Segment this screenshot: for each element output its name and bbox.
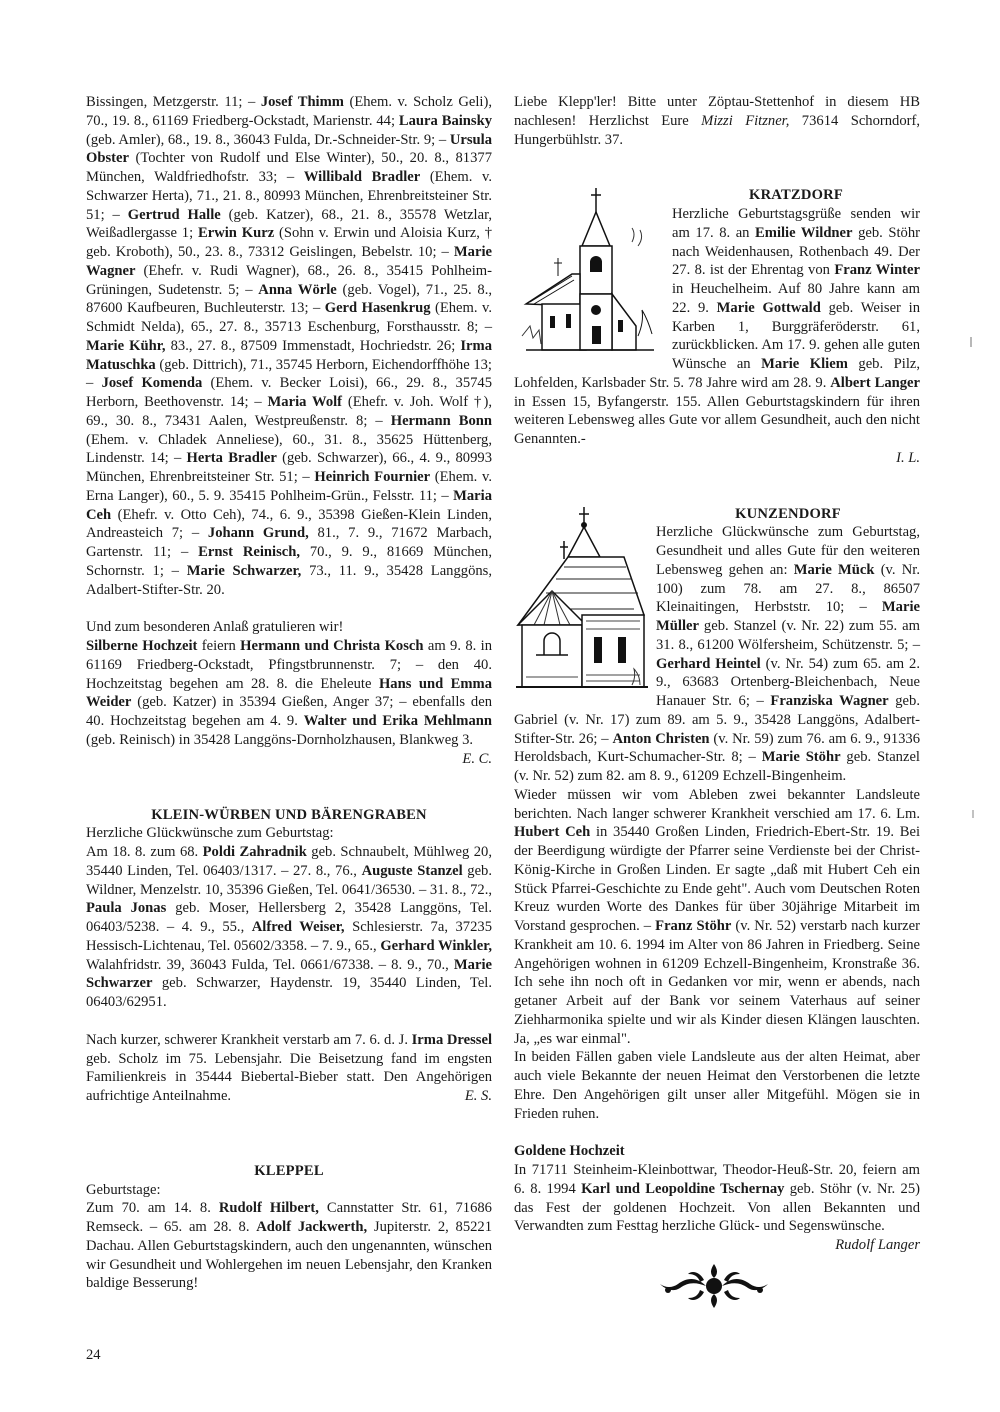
signature: Rudolf Langer — [835, 1237, 920, 1253]
page-number: 24 — [86, 1347, 101, 1363]
signature: E. S. — [464, 1088, 492, 1104]
scan-artifact — [970, 337, 972, 347]
anniversary-paragraph: Silberne Hochzeit feiern Hermann und Christa Kosch am 9. 8. in 61169 Friedberg-Ockstadt, Pfingstbrunnenstr. 7; – den 40. Hochzeitstag begehen am 28. 8. die Eheleute Hans und Emma Weider (geb. Katzer) in 35394 Gießen, Anger 37; – ebenfalls den 40. Hochzeitstag begehen am 4. 9. Walter und Erika Mehlmann (geb. Reinisch) in 35428 Langgöns-Dornholzhausen, Blankweg 3. E. C. — [86, 638, 493, 767]
greeting-paragraph: Liebe Klepp'ler! Bitte unter Zöptau-Stettenhof in diesem HB nachlesen! Herzlichst Eure Mizzi Fitzner, 73614 Schorndorf, Hungerbühlstr. 37. — [514, 94, 921, 148]
church-illustration-kratzdorf — [514, 186, 666, 362]
signature: I. L. — [896, 449, 920, 466]
scan-artifact — [972, 810, 974, 818]
section-heading-kratzdorf: KRATZDORF — [749, 187, 843, 204]
birthday-intro: Herzliche Glückwünsche zum Geburtstag: — [86, 825, 334, 842]
obituary-paragraph: Wieder müssen wir vom Ableben zwei bekannter Landsleute berichten. Nach langer schwerer Krankheit verschied am 17. 6. Lm. Hubert Ceh in 35440 Großen Linden, Friedrich-Ebert-Str. 19. Bei der Beerdigung würdigte der Pfarrer seine Verdienste bei der Christ-König-Kirche in Großen Linden. Er sagte „daß mit Hubert Ceh ein Stück Pfarrei-Geschichte zu Ende geht". Auch vom Deutschen Roten Kreuz wurden Worte des Dankes für über 30jährige Mitarbeit im Vorstand gesprochen. – Franz Stöhr (v. Nr. 52) verstarb nach kurzer Krankheit am 10. 6. 1994 im Alter von 86 Jahren in Friedberg. Seine Angehörigen wohnen in 61209 Echzell-Bingenheim, Kronstraße 36. Ich sehe ihn noch oft in Gedanken vor mir, wenn er abends, nach getaner Arbeit auf der Bank vor seinem Vaterhaus auf seiner Ziehharmonika spielte und wir als Kinder diesen Klängen lauschten. Ja, „es war einmal". — [514, 786, 920, 1047]
ornament-icon — [658, 1262, 770, 1315]
condolence-paragraph: In beiden Fällen gaben viele Landsleute aus der alten Heimat, aber auch viele Bekannte der neuen Heimat den Verstorbenen die letzte Ehre. Den Angehörigen gilt unser aller Mitgefühl. Mögen sie in Frieden ruhen. — [514, 1049, 920, 1122]
birthday-paragraph: Am 18. 8. zum 68. Poldi Zahradnik geb. Schnaubelt, Mühlweg 20, 35440 Linden, Tel. 06403/1317. – 27. 8., 76., Auguste Stanzel geb. Wildner, Menzelstr. 10, 35396 Gießen, Tel. 0641/36530. – 31. 8., 72., Paula Jonas geb. Moser, Hellersberg 2, 35428 Langgöns, Tel. 06403/5238. – 4. 9., 55., Alfred Weiser, Schlesierstr. 7a, 37235 Hessisch-Lichtenau, Tel. 05602/3358. – 7. 9., 65., Gerhard Winkler, Walahfridstr. 39, 36043 Fulda, Tel. 0661/67338. – 8. 9., 70., Marie Schwarzer geb. Schwarzer, Haydenstr. 19, 35440 Linden, Tel. 06403/62951. — [86, 844, 492, 1010]
anniversary-intro: Und zum besonderen Anlaß gratulieren wir! — [86, 619, 344, 636]
signature: E. C. — [462, 750, 492, 767]
birthday-list-paragraph: Bissingen, Metzgerstr. 11; – Josef Thimm (Ehem. v. Scholz Geli), 70., 19. 8., 61169 Friedberg-Ockstadt, Marienstr. 44; Laura Bainsky (geb. Amler), 68., 19. 8., 36043 Fulda, Dr.-Schneider-Str. 9; – Ursula Obster (Tochter von Rudolf und Else Winter), 50., 20. 8., 81377 München, Waldfriedhofstr. 33; – Willibald Bradler (Ehem. v. Schwarzer Herta), 71., 21. 8., 80993 München, Ehrenbreitsteiner Str. 51; – Gertrud Halle (geb. Katzer), 68., 21. 8., 35578 Wetzlar, Weißadlergasse 1; Erwin Kurz (Sohn v. Erwin und Aloisia Kurz, † geb. Kroboth), 50., 23. 8., 73312 Geislingen, Bebelstr. 10; – Marie Wagner (Ehefr. v. Rudi Wagner), 68., 26. 8., 35415 Pohlheim-Grüningen, Sudetenstr. 5; – Anna Wörle (geb. Vogel), 71., 25. 8., 87600 Kaufbeuren, Buchleuterstr. 13; – Gerd Hasenkrug (Ehem. v. Schmidt Nelda), 65., 27. 8., 35713 Eschenburg, Forsthausstr. 8; – Marie Kühr, 83., 27. 8., 87509 Immenstadt, Hochriedstr. 26; Irma Matuschka (geb. Dittrich), 71., 35745 Herborn, Eichendorffhöhe 13; – Josef Komenda (Ehem. v. Becker Loisi), 66., 29. 8., 35745 Herborn, Beethovenstr. 14; – Maria Wolf (Ehefr. v. Joh. Wolf †), 69., 30. 8., 73431 Aalen, Westpreußenstr. 8; – Hermann Bonn (Ehem. v. Chladek Anneliese), 60., 31. 8., 35625 Hüttenberg, Lindenstr. 14; – Herta Bradler (geb. Schwarzer), 66., 4. 9., 80993 München, Ehrenbreitsteiner Str. 51; – Heinrich Fournier (Ehem. v. Erna Langer), 60., 5. 9. 35415 Pohlheim-Grün., Felsstr. 11; – Maria Ceh (Ehefr. v. Otto Ceh), 74., 6. 9., 35398 Gießen-Klein Linden, Andreasteich 7; – Johann Grund, 81., 7. 9., 71672 Marbach, Gartenstr. 11; – Ernst Reinisch, 70., 9. 9., 81669 München, Schornstr. 1; – Marie Schwarzer, 73., 11. 9., 35428 Langgöns, Adalbert-Stifter-Str. 20. — [86, 94, 493, 598]
right-column — [514, 93, 920, 1255]
obituary-paragraph: Nach kurzer, schwerer Krankheit verstarb am 7. 6. d. J. Irma Dressel geb. Scholz im 75. Lebensjahr. Die Beisetzung fand im engsten Familienkreis in 35444 Biebertal-Bieber statt. Den Angehörigen aufrichtige Anteilnahme. E. S. — [86, 1031, 493, 1104]
section-heading-klein-wuerben: KLEIN-WÜRBEN UND BÄRENGRABEN — [151, 806, 427, 823]
birthday-paragraph: Herzliche Glückwünsche zum Geburtstag, Gesundheit und alles Gute für den weiteren Lebensweg gehen an: Marie Mück (v. Nr. 100) zum 78. am 27. 8., 86507 Kleinaitingen, Herbststr. 10; – Marie Müller geb. Stanzel (v. Nr. 22) zum 55. am 31. 8., 61200 Wölfersheim, Schützenstr. 5; – Gerhard Heintel (v. Nr. 54) zum 65. am 2. 9., 63683 Ortenberg-Bleichenbach, Neue Hanauer Str. 6; – Franziska Wagner geb. Gabriel (v. Nr. 17) zum 89. am 5. 9., 35428 Langgöns, Adalbert-Stifter-Str. 26; – Anton Christen (v. Nr. 59) zum 76. am 6. 9., 91336 Heroldsbach, Kurt-Schumacher-Str. 8; – Marie Stöhr geb. Stanzel (v. Nr. 52) zum 82. am 8. 9., 61209 Echzell-Bingenheim. — [514, 524, 921, 784]
section-heading-kunzendorf: KUNZENDORF — [735, 505, 841, 522]
left-column — [86, 93, 492, 1293]
golden-wedding-paragraph: In 71711 Steinheim-Kleinbottwar, Theodor-Heuß-Str. 20, feiern am 6. 8. 1994 Karl und Leopoldine Tschernay geb. Stöhr (v. Nr. 25) das Fest der goldenen Hochzeit. Von allen Bekannten und Verwandten zum Festtag herzliche Glück- und Segenswünsche. Rudolf Langer — [514, 1162, 920, 1253]
birthday-paragraph: Herzliche Geburtstagsgrüße senden wir am 17. 8. an Emilie Wildner geb. Stöhr nach Weidenhausen, Rothenbach 49. Der 27. 8. ist der Ehrentag von Franz Winter in Heuchelheim. Auf 80 Jahre kann am 22. 9. Marie Gottwald geb. Weiser in Karben 1, Burggräferöderstr. 61, zurückblicken. Am 17. 9. gehen alle guten Wünsche an Marie Kliem geb. Pilz, Lohfelden, Karlsbader Str. 5. 78 Jahre wird am 28. 9. Albert Langer in Essen 15, Byfangerstr. 155. Allen Geburtstagskindern für ihren weiteren Lebensweg alles Gute vor allem Gesundheit, auch den nicht Genannten.- — [514, 206, 921, 447]
birthday-paragraph: Zum 70. am 14. 8. Rudolf Hilbert, Cannstatter Str. 61, 71686 Remseck. – 65. am 28. 8. Adolf Jackwerth, Jupiterstr. 2, 85221 Dachau. Allen Geburtstagskindern, auch den ungenannten, wünschen wir Gesundheit und Wohlergehen im neuen Lebensjahr, den Kranken baldige Besserung! — [86, 1200, 493, 1292]
section-heading-kleppel: KLEPPEL — [254, 1162, 324, 1179]
subheading-goldene-hochzeit: Goldene Hochzeit — [514, 1143, 625, 1160]
church-illustration-kunzendorf — [514, 505, 650, 695]
birthday-intro: Geburtstage: — [86, 1181, 161, 1198]
